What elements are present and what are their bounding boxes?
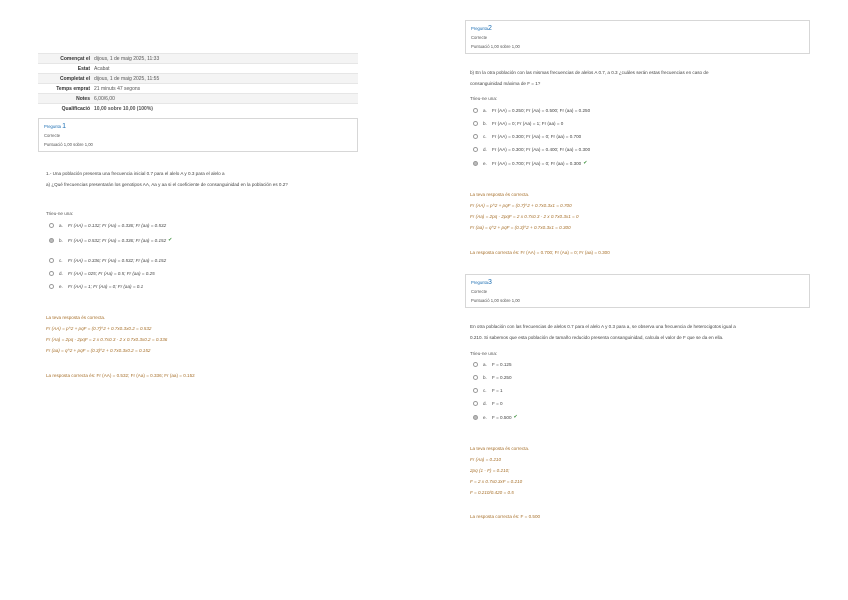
- radio-icon[interactable]: [473, 388, 478, 393]
- choose-prompt: Trieu-ne una:: [470, 351, 498, 356]
- question-stem-1a: 1.- Una población presenta una frecuencia inicial 0.7 para el alelo A y 0.3 para el alelo a: [46, 171, 225, 176]
- radio-icon[interactable]: [49, 223, 54, 228]
- question-info-3: [465, 274, 810, 308]
- question-status: Correcte: [44, 133, 61, 138]
- check-icon: ✔: [513, 414, 518, 420]
- question-score: Puntuació 1,00 sobre 1,00: [471, 298, 520, 303]
- check-icon: ✔: [168, 237, 173, 243]
- answer-option[interactable]: d. F = 0: [473, 401, 503, 406]
- answer-option[interactable]: b. Fr (AA) = 0; Fr (Aa) = 1; Fr (aa) = 0: [473, 121, 563, 126]
- question-score: Puntuació 1,00 sobre 1,00: [44, 142, 93, 147]
- answer-option[interactable]: e. Fr (AA) = 0.700; Fr (Aa) = 0; Fr (aa) = 0.300 ✔: [473, 160, 587, 166]
- answer-option[interactable]: c. F = 1: [473, 388, 503, 393]
- correct-answer-3: La resposta correcta és: F = 0.500: [470, 514, 541, 519]
- radio-icon[interactable]: [473, 134, 478, 139]
- answer-option[interactable]: d. Fr (AA) = 0.300; Fr (Aa) = 0.400; Fr (aa) = 0.300: [473, 147, 590, 152]
- answer-option[interactable]: a. F = 0.125: [473, 362, 512, 367]
- answer-option[interactable]: e. F = 0.500 ✔: [473, 414, 518, 420]
- answer-option[interactable]: c. Fr (AA) = 0.336; Fr (Aa) = 0.532; Fr (aa) = 0.152: [49, 258, 166, 263]
- check-icon: ✔: [583, 160, 588, 166]
- correct-answer-2: La resposta correcta és: Fr (AA) = 0.700; Fr (Aa) = 0; Fr (aa) = 0.300: [470, 250, 610, 255]
- answer-option[interactable]: a. Fr (AA) = 0.132; Fr (Aa) = 0.336; Fr (aa) = 0.532: [49, 223, 166, 228]
- radio-icon[interactable]: [473, 147, 478, 152]
- choose-prompt: Trieu-ne una:: [46, 211, 74, 216]
- question-score: Puntuació 1,00 sobre 1,00: [471, 44, 520, 49]
- question-stem-2b: consanguinidad máxima de F = 1?: [470, 81, 541, 86]
- question-stem-2a: b) En la otra población con las mismas frecuencias de alelos A 0.7, a 0.3 ¿cuáles serán estas frecuencias en caso de: [470, 70, 709, 75]
- radio-selected-icon[interactable]: [49, 238, 54, 243]
- radio-icon[interactable]: [473, 375, 478, 380]
- summary-row: Completat el dijous, 1 de maig 2025, 11:55: [38, 73, 358, 83]
- radio-icon[interactable]: [473, 108, 478, 113]
- answer-option[interactable]: e. Fr (AA) = 1; Fr (Aa) = 0; Fr (aa) = 0.1: [49, 284, 143, 289]
- summary-row: Qualificació 10,00 sobre 10,00 (100%): [38, 103, 358, 113]
- answer-option[interactable]: c. Fr (AA) = 0.300; Fr (Aa) = 0; Fr (aa) = 0.700: [473, 134, 581, 139]
- radio-icon[interactable]: [49, 271, 54, 276]
- answer-option[interactable]: b. Fr (AA) = 0.532; Fr (Aa) = 0.336; Fr (aa) = 0.152 ✔: [49, 237, 172, 243]
- question-info-2: [465, 20, 810, 54]
- radio-icon[interactable]: [473, 121, 478, 126]
- radio-icon[interactable]: [473, 362, 478, 367]
- feedback-3: La teva resposta és correcta. Fr (Aa) = 0.210 2pq (1 - F) = 0.210; F = 2 x 0.7x0.3xF = 0.210 F = 0.210/0.420 = 0.5: [470, 446, 530, 495]
- feedback-1: La teva resposta és correcta. Fr (AA) = p^2 + pqF = (0.7)^2 + 0.7x0.3x0.2 = 0.532 Fr (Aa) = 2pq - 2pqF = 2 x 0.7x0.3 - 2 x 0.7x0.3x0.2 = 0.336 Fr (aa) = q^2 + pqF = (0.3)^2 + 0.7x0.3x0.2 = 0.152: [46, 315, 168, 353]
- summary-row: Notes 6,00/6,00: [38, 93, 358, 103]
- question-title: Pregunta3: [471, 279, 492, 286]
- radio-icon[interactable]: [473, 401, 478, 406]
- question-status: Correcte: [471, 35, 488, 40]
- answer-option[interactable]: d. Fr (AA) = 025; Fr (Aa) = 0.5; Fr (aa) = 0.25: [49, 271, 155, 276]
- answer-option[interactable]: a. Fr (AA) = 0.250; Fr (Aa) = 0.500; Fr (aa) = 0.250: [473, 108, 590, 113]
- correct-answer-1: La resposta correcta és: Fr (AA) = 0.532; Fr (Aa) = 0.336; Fr (aa) = 0.152: [46, 373, 195, 378]
- choose-prompt: Trieu-ne una:: [470, 96, 498, 101]
- radio-icon[interactable]: [49, 258, 54, 263]
- question-title: Pregunta2: [471, 25, 492, 32]
- radio-selected-icon[interactable]: [473, 415, 478, 420]
- question-stem-1b: a) ¿Qué frecuencias presentarán los genotipos AA, Aa y aa si el coeficiente de consanguinidad en la población es 0.2?: [46, 182, 288, 187]
- summary-row: Temps emprat 21 minuts 47 segons: [38, 83, 358, 93]
- question-stem-3b: 0.210. Si sabemos que esta población de tamaño reducido presenta consanguinidad, calcula el valor de F que se da en ella.: [470, 335, 724, 340]
- attempt-summary: [38, 53, 358, 113]
- feedback-2: La teva resposta és correcta. Fr (AA) = p^2 + pqF = (0.7)^2 + 0.7x0.3x1 = 0.700 Fr (Aa) = 2pq - 2pqF = 2 x 0.7x0.3 - 2 x 0.7x0.3x1 = 0 Fr (aa) = q^2 + pqF = (0.3)^2 + 0.7x0.3x1 = 0.300: [470, 192, 579, 230]
- summary-row: Començat el dijous, 1 de maig 2025, 11:33: [38, 53, 358, 63]
- question-info-1: [38, 118, 358, 152]
- radio-icon[interactable]: [49, 284, 54, 289]
- question-status: Correcte: [471, 289, 488, 294]
- question-title: Pregunta 1: [44, 123, 67, 130]
- question-stem-3a: En otra población con las frecuencias de alelos 0.7 para el alelo A y 0.3 para a, se observa una frecuencia de heterocigotos igual a: [470, 324, 736, 329]
- summary-row: Estat Acabat: [38, 63, 358, 73]
- radio-selected-icon[interactable]: [473, 161, 478, 166]
- answer-option[interactable]: b. F = 0.250: [473, 375, 512, 380]
